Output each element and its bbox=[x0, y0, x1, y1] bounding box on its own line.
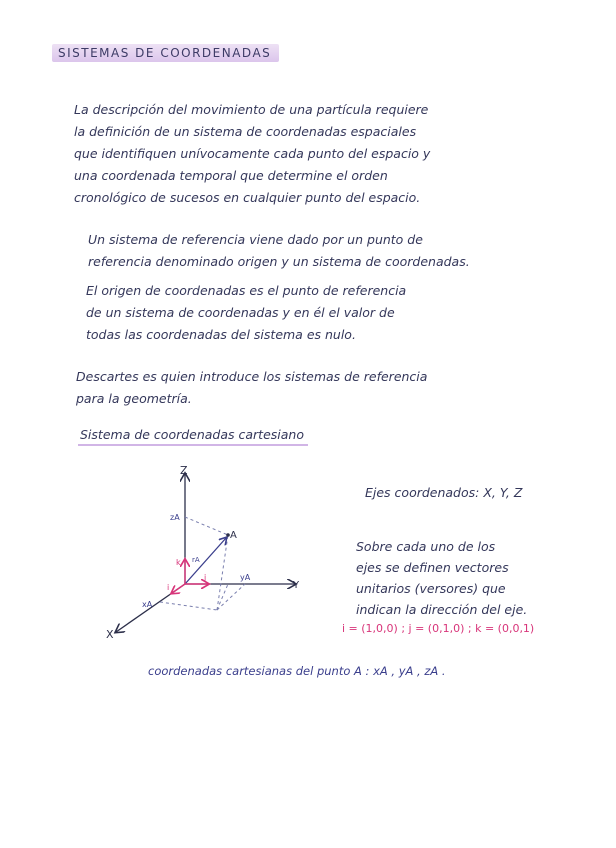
text-line: cronológico de sucesos en cualquier punto del espacio. bbox=[74, 190, 421, 205]
text-line: una coordenada temporal que determine el orden bbox=[74, 168, 388, 183]
section-subtitle: Sistema de coordenadas cartesiano bbox=[78, 427, 308, 446]
text-line: para la geometría. bbox=[76, 391, 192, 406]
text-line: de un sistema de coordenadas y en él el valor de bbox=[86, 305, 395, 320]
unit-vector-i bbox=[172, 584, 185, 593]
text-line: La descripción del movimiento de una partícula requiere bbox=[74, 102, 429, 117]
paragraph-descartes bbox=[76, 366, 427, 410]
text-line: que identifiquen unívocamente cada punto del espacio y bbox=[74, 146, 431, 161]
i-label: i bbox=[167, 583, 170, 592]
text-line: la definición de un sistema de coordenadas espaciales bbox=[74, 124, 417, 139]
text-line: Un sistema de referencia viene dado por un punto de bbox=[88, 232, 423, 247]
xa-label: xA bbox=[142, 600, 153, 609]
point-a-label: A bbox=[230, 530, 237, 541]
projection-line bbox=[185, 517, 228, 535]
paragraph-motion-description bbox=[74, 99, 430, 209]
cartesian-coordinates-line: coordenadas cartesianas del punto A : xA , yA , zA . bbox=[148, 664, 446, 678]
text-line: Sobre cada uno de los bbox=[356, 539, 496, 554]
ra-label: rA bbox=[192, 556, 200, 564]
axes-caption: Ejes coordenados: X, Y, Z bbox=[365, 485, 523, 500]
projection-line bbox=[160, 602, 217, 610]
paragraph-versors bbox=[356, 536, 527, 620]
x-axis-label: X bbox=[106, 628, 114, 641]
paragraph-origin bbox=[86, 280, 406, 346]
text-line: unitarios (versores) que bbox=[356, 581, 506, 596]
k-label: k bbox=[176, 558, 181, 567]
text-line: todas las coordenadas del sistema es nulo. bbox=[86, 327, 356, 342]
text-line: referencia denominado origen y un sistema de coordenadas. bbox=[88, 254, 470, 269]
y-axis-label: Y bbox=[293, 580, 300, 591]
za-label: zA bbox=[170, 513, 180, 522]
versor-definitions: i = (1,0,0) ; j = (0,1,0) ; k = (0,0,1) bbox=[342, 622, 535, 635]
cartesian-axes-diagram bbox=[100, 462, 330, 642]
projection-line bbox=[217, 584, 245, 610]
z-axis-label: Z bbox=[180, 464, 188, 477]
paragraph-reference-system bbox=[88, 229, 470, 273]
text-line: ejes se definen vectores bbox=[356, 560, 509, 575]
text-line: indican la dirección del eje. bbox=[356, 602, 528, 617]
j-label: j bbox=[204, 573, 207, 582]
ya-label: yA bbox=[240, 573, 251, 582]
text-line: El origen de coordenadas es el punto de referencia bbox=[86, 283, 407, 298]
text-line: Descartes es quien introduce los sistemas de referencia bbox=[76, 369, 428, 384]
page-title: SISTEMAS DE COORDENADAS bbox=[52, 44, 279, 62]
